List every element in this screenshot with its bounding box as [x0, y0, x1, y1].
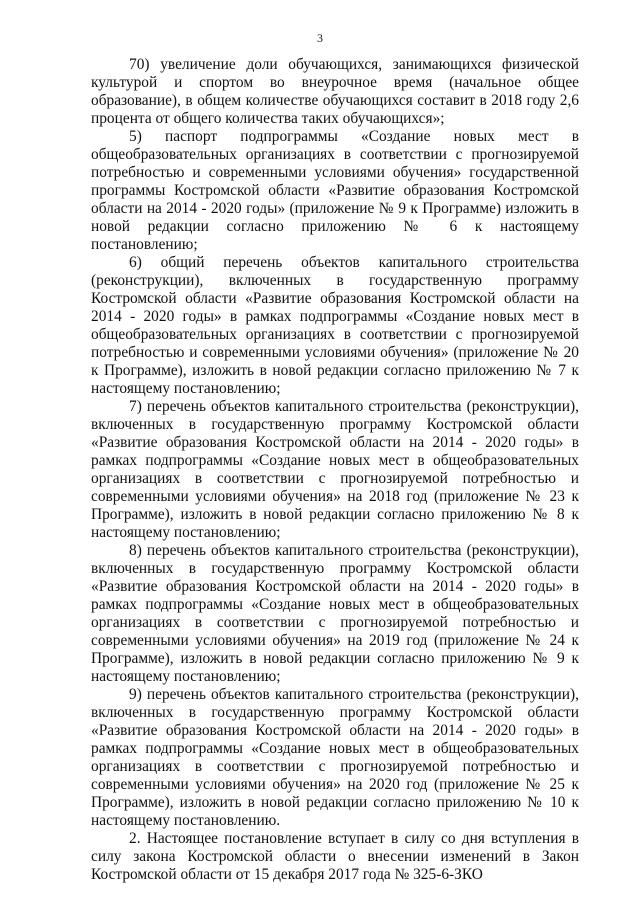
document-body	[91, 56, 579, 884]
paragraph-clause-2: 2. Настоящее постановление вступает в силу со дня вступления в силу закона Костромской области о внесении изменений в Закон Костромской области от 15 декабря 2017 года № 325-6-ЗКО	[91, 830, 579, 883]
page-number: 3	[317, 31, 323, 45]
paragraph-item-5: 5) паспорт подпрограммы «Создание новых мест в общеобразовательных организациях в соответствии с прогнозируемой потребностью и современными условиями обучения» государственной программы Костромской области «Развитие образования Костромской области на 2014 - 2020 годы» (приложение № 9 к Программе) изложить в новой редакции согласно приложению № 6 к настоящему постановлению;	[91, 128, 579, 253]
paragraph-item-9: 9) перечень объектов капитального строительства (реконструкции), включенных в государственную программу Костромской области «Развитие образования Костромской области на 2014 - 2020 годы» в рамках подпрограммы «Создание новых мест в общеобразовательных организациях в соответствии с прогнозируемой потребностью и современными условиями обучения» на 2020 год (приложение № 25 к Программе), изложить в новой редакции согласно приложению № 10 к настоящему постановлению.	[91, 686, 579, 829]
paragraph-item-6: 6) общий перечень объектов капитального строительства (реконструкции), включенных в государственную программу Костромской области «Развитие образования Костромской области на 2014 - 2020 годы» в рамках подпрограммы «Создание новых мест в общеобразовательных организациях в соответствии с прогнозируемой потребностью и современными условиями обучения» (приложение № 20 к Программе), изложить в новой редакции согласно приложению № 7 к настоящему постановлению;	[91, 254, 579, 397]
paragraph-item-70: 70) увеличение доли обучающихся, занимающихся физической культурой и спортом во внеурочное время (начальное общее образование), в общем количестве обучающихся составит в 2018 году 2,6 процента от общего количества таких обучающихся»;	[91, 56, 579, 127]
paragraph-item-8: 8) перечень объектов капитального строительства (реконструкции), включенных в государственную программу Костромской области «Развитие образования Костромской области на 2014 - 2020 годы» в рамках подпрограммы «Создание новых мест в общеобразовательных организациях в соответствии с прогнозируемой потребностью и современными условиями обучения» на 2019 год (приложение № 24 к Программе), изложить в новой редакции согласно приложению № 9 к настоящему постановлению;	[91, 542, 579, 685]
paragraph-item-7: 7) перечень объектов капитального строительства (реконструкции), включенных в государственную программу Костромской области «Развитие образования Костромской области на 2014 - 2020 годы» в рамках подпрограммы «Создание новых мест в общеобразовательных организациях в соответствии с прогнозируемой потребностью и современными условиями обучения» на 2018 год (приложение № 23 к Программе), изложить в новой редакции согласно приложению № 8 к настоящему постановлению;	[91, 398, 579, 541]
